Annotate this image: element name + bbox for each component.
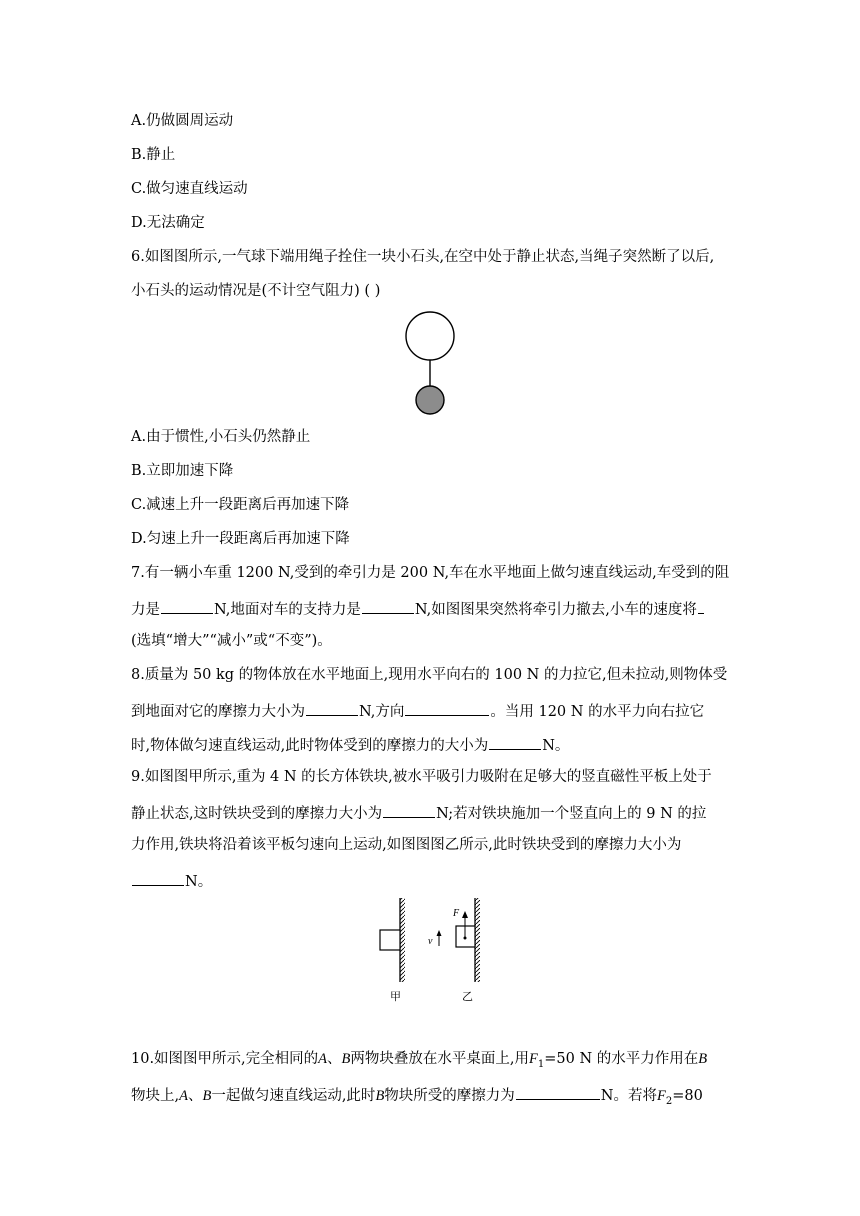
- block-b-label: B: [698, 1051, 708, 1067]
- q10-text-c: =50 N 的水平力作用在: [544, 1051, 699, 1067]
- question-10-line-2: [131, 1083, 703, 1112]
- velocity-arrowhead-icon: [437, 930, 442, 936]
- question-8-line-2: [131, 699, 704, 722]
- hatch-right-icon: [475, 898, 480, 982]
- q8-text-e: N。: [542, 738, 570, 754]
- question-7-line-2: [131, 597, 705, 620]
- block-b-label: B: [341, 1051, 351, 1067]
- q6-option-c: C.减速上升一段距离后再加速下降: [131, 497, 350, 513]
- answer-blank[interactable]: [383, 801, 435, 818]
- answer-blank[interactable]: [132, 869, 184, 886]
- question-7-line-3: (选填“增大”“减小”或“不变”)。: [131, 633, 332, 649]
- block-a-label: A: [179, 1088, 188, 1104]
- q7-text-c: N,如图图果突然将牵引力撤去,小车的速度将: [414, 602, 697, 618]
- q7-text-a: 力是: [131, 602, 160, 618]
- answer-blank[interactable]: [489, 733, 541, 750]
- q10-text-h: =80: [672, 1088, 703, 1104]
- q8-text-d: 时,物体做匀速直线运动,此时物体受到的摩擦力的大小为: [131, 738, 489, 754]
- answer-blank[interactable]: [405, 699, 489, 716]
- q10-text-b: 两物块叠放在水平桌面上,用: [350, 1051, 529, 1067]
- force-point-icon: [464, 937, 467, 940]
- force-label: F: [453, 908, 460, 919]
- label-jia: 甲: [390, 990, 401, 1003]
- q10-text-g: N。若将: [600, 1088, 657, 1104]
- question-9-line-3: 力作用,铁块将沿着该平板匀速向上运动,如图图图乙所示,此时铁块受到的摩擦力大小为: [131, 837, 682, 853]
- block-b-label: B: [375, 1088, 385, 1104]
- force-arrowhead-icon: [462, 911, 468, 918]
- q6-option-a: A.由于惯性,小石头仍然静止: [131, 429, 311, 445]
- q9-text-a: 静止状态,这时铁块受到的摩擦力大小为: [131, 806, 383, 822]
- option-c: C.做匀速直线运动: [131, 181, 248, 197]
- magnetic-board-figure: [372, 896, 492, 1006]
- question-8-line-3: [131, 733, 569, 756]
- q7-text-b: N,地面对车的支持力是: [214, 602, 361, 618]
- balloon-stone-figure: [400, 308, 460, 418]
- q6-option-b: B.立即加速下降: [131, 463, 234, 479]
- q9-text-b: N;若对铁块施加一个竖直向上的 9 N 的拉: [436, 806, 707, 822]
- question-8-line-1: 8.质量为 50 kg 的物体放在水平地面上,现用水平向右的 100 N 的力拉它,但未拉动,则物体受: [131, 667, 728, 683]
- q10-text-e: 一起做匀速直线运动,此时: [211, 1088, 376, 1104]
- block-a-label: A: [318, 1051, 328, 1067]
- answer-blank[interactable]: [362, 597, 414, 614]
- question-10-line-1: [131, 1049, 707, 1075]
- stone-icon: [416, 386, 444, 414]
- q8-text-a: 到地面对它的摩擦力大小为: [131, 704, 305, 720]
- q10-text-a: 10.如图图甲所示,完全相同的: [131, 1051, 319, 1067]
- question-9-line-4: [131, 869, 212, 892]
- answer-blank[interactable]: [516, 1083, 600, 1100]
- question-6-line-1: 6.如图图所示,一气球下端用绳子拴住一块小石头,在空中处于静止状态,当绳子突然断了以后,: [131, 249, 715, 265]
- option-d: D.无法确定: [131, 215, 205, 231]
- q10-text-d: 物块上,: [131, 1088, 180, 1104]
- option-a: A.仍做圆周运动: [131, 113, 234, 129]
- q9-text-c: N。: [185, 874, 213, 890]
- answer-blank[interactable]: [306, 699, 358, 716]
- option-b: B.静止: [131, 147, 176, 163]
- balloon-icon: [406, 312, 454, 360]
- question-7-line-1: 7.有一辆小车重 1200 N,受到的牵引力是 200 N,车在水平地面上做匀速直线运动,车受到的阻: [131, 565, 730, 581]
- q10-sep: 、: [327, 1051, 342, 1067]
- question-6-line-2: 小石头的运动情况是(不计空气阻力) ( ): [131, 283, 381, 299]
- question-9-line-1: 9.如图图甲所示,重为 4 N 的长方体铁块,被水平吸引力吸附在足够大的竖直磁性平板上处于: [131, 769, 712, 785]
- q10-sep: 、: [187, 1088, 203, 1104]
- q8-text-b: N,方向: [359, 704, 405, 720]
- q10-text-f: 物块所受的摩擦力为: [384, 1088, 515, 1104]
- force-f2-label: F: [656, 1088, 666, 1104]
- block-b-label: B: [202, 1088, 212, 1104]
- answer-blank[interactable]: [161, 597, 213, 614]
- force-f1-label: F: [529, 1051, 538, 1067]
- force-f1-sub: 1: [537, 1058, 545, 1070]
- label-yi: 乙: [462, 990, 473, 1003]
- answer-blank[interactable]: [698, 597, 704, 614]
- iron-block-left-icon: [380, 930, 400, 950]
- q8-text-c: 。当用 120 N 的水平力向右拉它: [490, 704, 705, 720]
- force-f2-sub: 2: [665, 1095, 673, 1107]
- velocity-label: v: [428, 936, 433, 947]
- question-9-line-2: [131, 801, 706, 824]
- hatch-left-icon: [400, 898, 405, 982]
- q6-option-d: D.匀速上升一段距离后再加速下降: [131, 531, 350, 547]
